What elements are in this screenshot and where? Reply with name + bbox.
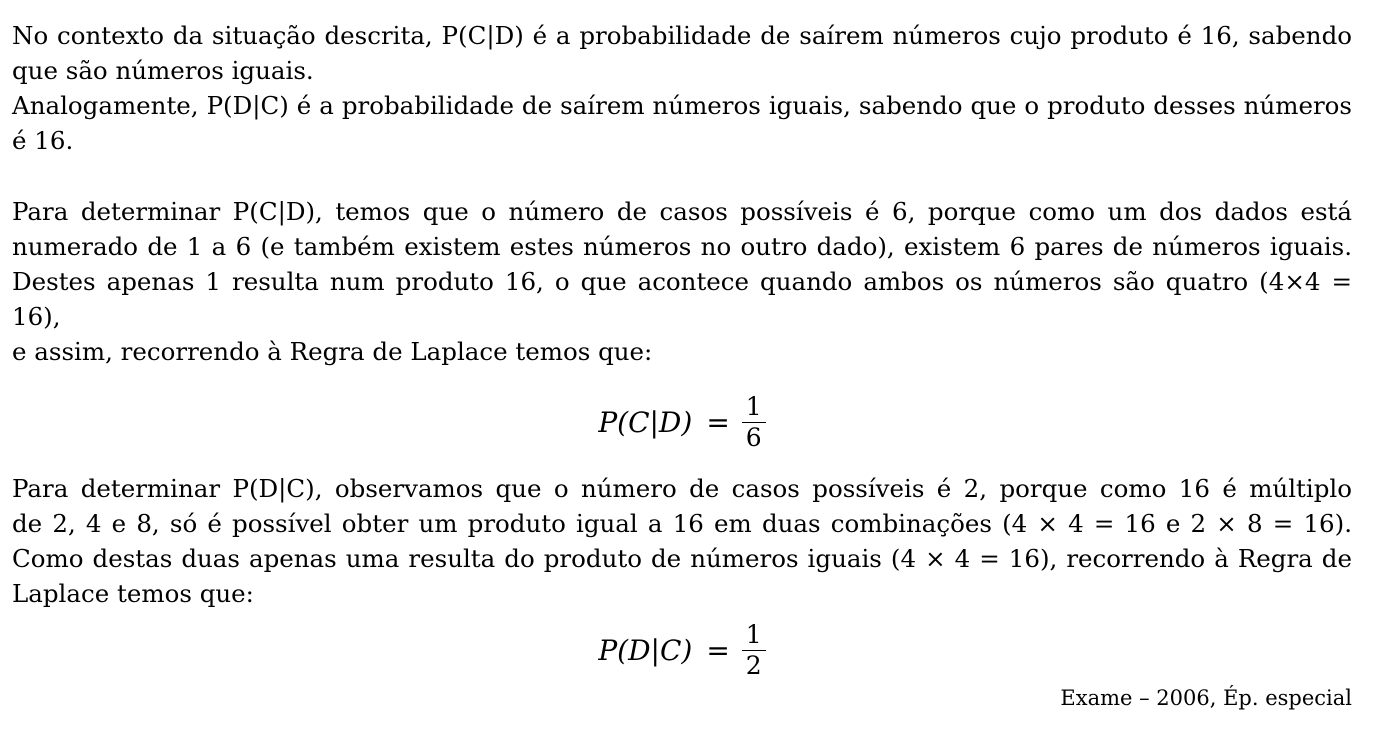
paragraph-determine-d-given-c <box>12 471 1352 611</box>
text-line: Laplace temos que: <box>12 579 254 608</box>
text-line: Para determinar P(D|C), observamos que o número de casos possíveis é 2, porque como 16 é múltiplo <box>12 474 1352 503</box>
text-line: Para determinar P(C|D), temos que o número de casos possíveis é 6, porque como um dos dados está <box>12 197 1352 226</box>
equation-p-d-given-c <box>12 611 1352 689</box>
text-line: Como destas duas apenas uma resulta do produto de números iguais (4 × 4 = 16), recorrendo à Regra de <box>12 544 1352 573</box>
exam-source-citation: Exame – 2006, Ép. especial <box>1060 686 1352 710</box>
fraction-denominator: 2 <box>745 650 762 680</box>
fraction-numerator: 1 <box>742 392 766 423</box>
text-line: e assim, recorrendo à Regra de Laplace temos que: <box>12 337 653 366</box>
text-line: que são números iguais. <box>12 56 314 85</box>
paragraph-analogamente <box>12 88 1352 158</box>
equation-lhs: P(D|C) <box>598 633 693 667</box>
equation-p-c-given-d <box>12 383 1352 461</box>
text-line: de 2, 4 e 8, só é possível obter um produto igual a 16 em duas combinações (4 × 4 = 16 e 2 × 8 = 16). <box>12 509 1352 538</box>
equals-sign: = <box>706 405 730 439</box>
equation-lhs: P(C|D) <box>598 405 693 439</box>
paragraph-context <box>12 18 1352 88</box>
paragraph-determine-c-given-d <box>12 194 1352 369</box>
text-line: numerado de 1 a 6 (e também existem estes números no outro dado), existem 6 pares de números iguais. <box>12 232 1352 261</box>
fraction <box>742 620 766 681</box>
fraction-denominator: 6 <box>745 422 762 452</box>
fraction <box>742 392 766 453</box>
text-line: No contexto da situação descrita, P(C|D) é a probabilidade de saírem números cujo produto é 16, sabendo <box>12 21 1352 50</box>
fraction-numerator: 1 <box>742 620 766 651</box>
text-line: é 16. <box>12 126 74 155</box>
text-line: Analogamente, P(D|C) é a probabilidade de saírem números iguais, sabendo que o produto desses números <box>12 91 1352 120</box>
paragraph-spacer <box>12 158 1352 194</box>
document-body <box>12 18 1352 689</box>
equals-sign: = <box>706 633 730 667</box>
text-line: Destes apenas 1 resulta num produto 16, o que acontece quando ambos os números são quatro (4×4 = 16), <box>12 267 1352 331</box>
